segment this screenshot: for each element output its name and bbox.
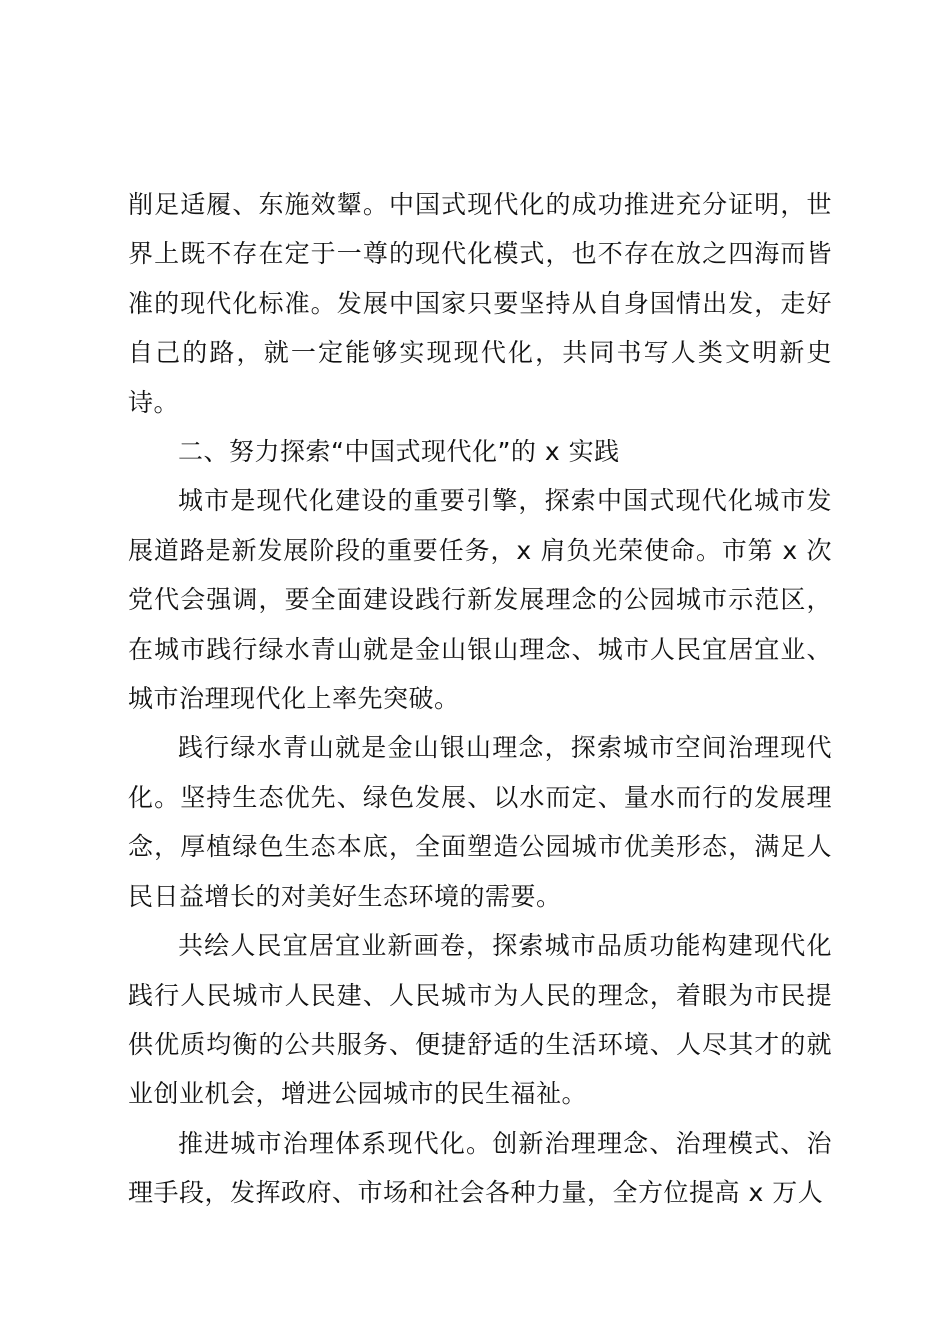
paragraph-city-engine: 城市是现代化建设的重要引擎，探索中国式现代化城市发展道路是新发展阶段的重要任务，x 肩负光荣使命。市第 x 次党代会强调，要全面建设践行新发展理念的公园城市示范区，在城市践行绿水青山就是金山银山理念、城市人民宜居宜业、城市治理现代化上率先突破。	[128, 486, 832, 714]
section-heading: 二、努力探索“中国式现代化”的 x 实践	[178, 437, 620, 467]
paragraph-continuation: 削足适履、东施效颦。中国式现代化的成功推进充分证明，世界上既不存在定于一尊的现代化模式，也不存在放之四海而皆准的现代化标准。发展中国家只要坚持从自身国情出发，走好自己的路，就一定能够实现现代化，共同书写人类文明新史诗。	[128, 190, 832, 417]
document-body	[128, 180, 832, 1218]
paragraph-governance: 推进城市治理体系现代化。创新治理理念、治理模式、治理手段，发挥政府、市场和社会各种力量，全方位提高 x 万人	[128, 1128, 832, 1208]
paragraph-livable-city: 共绘人民宜居宜业新画卷，探索城市品质功能构建现代化践行人民城市人民建、人民城市为人民的理念，着眼为市民提供优质均衡的公共服务、便捷舒适的生活环境、人尽其才的就业创业机会，增进公园城市的民生福祉。	[128, 931, 832, 1109]
paragraph-green-mountains: 践行绿水青山就是金山银山理念，探索城市空间治理现代化。坚持生态优先、绿色发展、以水而定、量水而行的发展理念，厚植绿色生态本底，全面塑造公园城市优美形态，满足人民日益增长的对美好生态环境的需要。	[128, 733, 832, 911]
